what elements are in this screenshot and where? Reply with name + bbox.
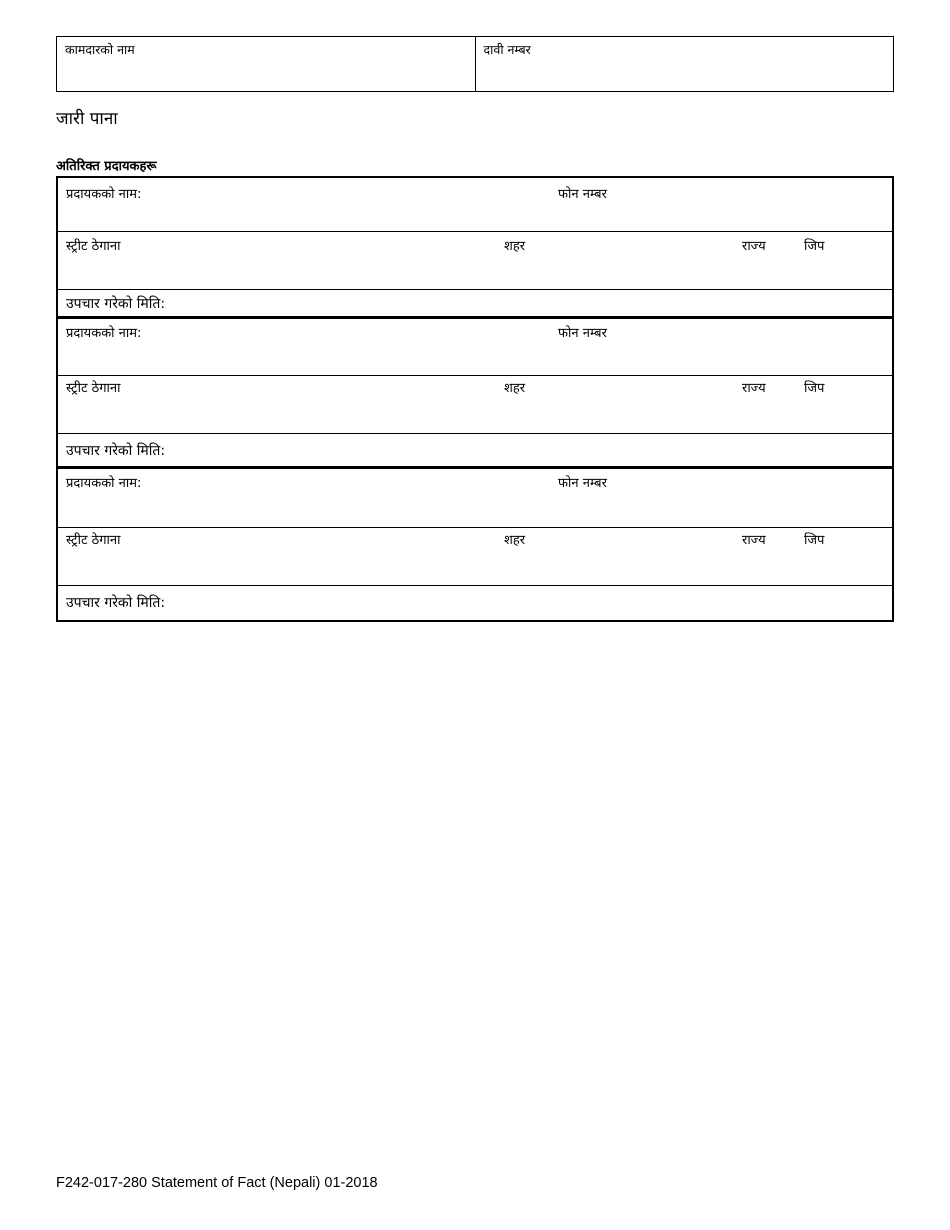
zip-label: जिप <box>804 533 825 548</box>
provider-name-label: प्रदायकको नाम: <box>66 187 142 202</box>
phone-label: फोन नम्बर <box>558 476 607 491</box>
street-address-label: स्ट्रीट ठेगाना <box>66 381 121 396</box>
treatment-date-row[interactable] <box>58 586 892 620</box>
claim-number-field[interactable] <box>475 37 894 91</box>
phone-label: फोन नम्बर <box>558 187 607 202</box>
provider-block-2 <box>58 319 892 469</box>
phone-label: फोन नम्बर <box>558 326 607 341</box>
provider-name-row[interactable] <box>58 469 892 528</box>
street-address-label: स्ट्रीट ठेगाना <box>66 239 121 254</box>
street-address-label: स्ट्रीट ठेगाना <box>66 533 121 548</box>
state-label: राज्य <box>742 533 766 548</box>
treatment-date-label: उपचार गरेको मिति: <box>66 296 166 312</box>
additional-providers-table <box>56 176 894 622</box>
worker-name-label: कामदारको नाम <box>65 42 135 57</box>
form-footer-id: F242-017-280 Statement of Fact (Nepali) 01-2018 <box>56 1175 378 1191</box>
worker-name-field[interactable] <box>57 37 475 91</box>
state-label: राज्य <box>742 239 766 254</box>
additional-providers-heading: अतिरिक्त प्रदायकहरू <box>56 159 157 174</box>
provider-name-label: प्रदायकको नाम: <box>66 476 142 491</box>
treatment-date-row[interactable] <box>58 290 892 319</box>
city-label: शहर <box>504 381 526 396</box>
provider-name-row[interactable] <box>58 319 892 376</box>
continuation-page-title: जारी पाना <box>56 109 118 129</box>
worker-claim-header-box <box>56 36 894 92</box>
address-row[interactable] <box>58 232 892 290</box>
city-label: शहर <box>504 533 526 548</box>
address-row[interactable] <box>58 528 892 586</box>
treatment-date-label: उपचार गरेको मिति: <box>66 595 166 611</box>
address-row[interactable] <box>58 376 892 434</box>
zip-label: जिप <box>804 239 825 254</box>
provider-block-1 <box>58 178 892 319</box>
state-label: राज्य <box>742 381 766 396</box>
provider-block-3 <box>58 469 892 620</box>
city-label: शहर <box>504 239 526 254</box>
zip-label: जिप <box>804 381 825 396</box>
provider-name-row[interactable] <box>58 178 892 232</box>
provider-name-label: प्रदायकको नाम: <box>66 326 142 341</box>
treatment-date-row[interactable] <box>58 434 892 469</box>
treatment-date-label: उपचार गरेको मिति: <box>66 443 166 459</box>
claim-number-label: दावी नम्बर <box>483 42 531 57</box>
